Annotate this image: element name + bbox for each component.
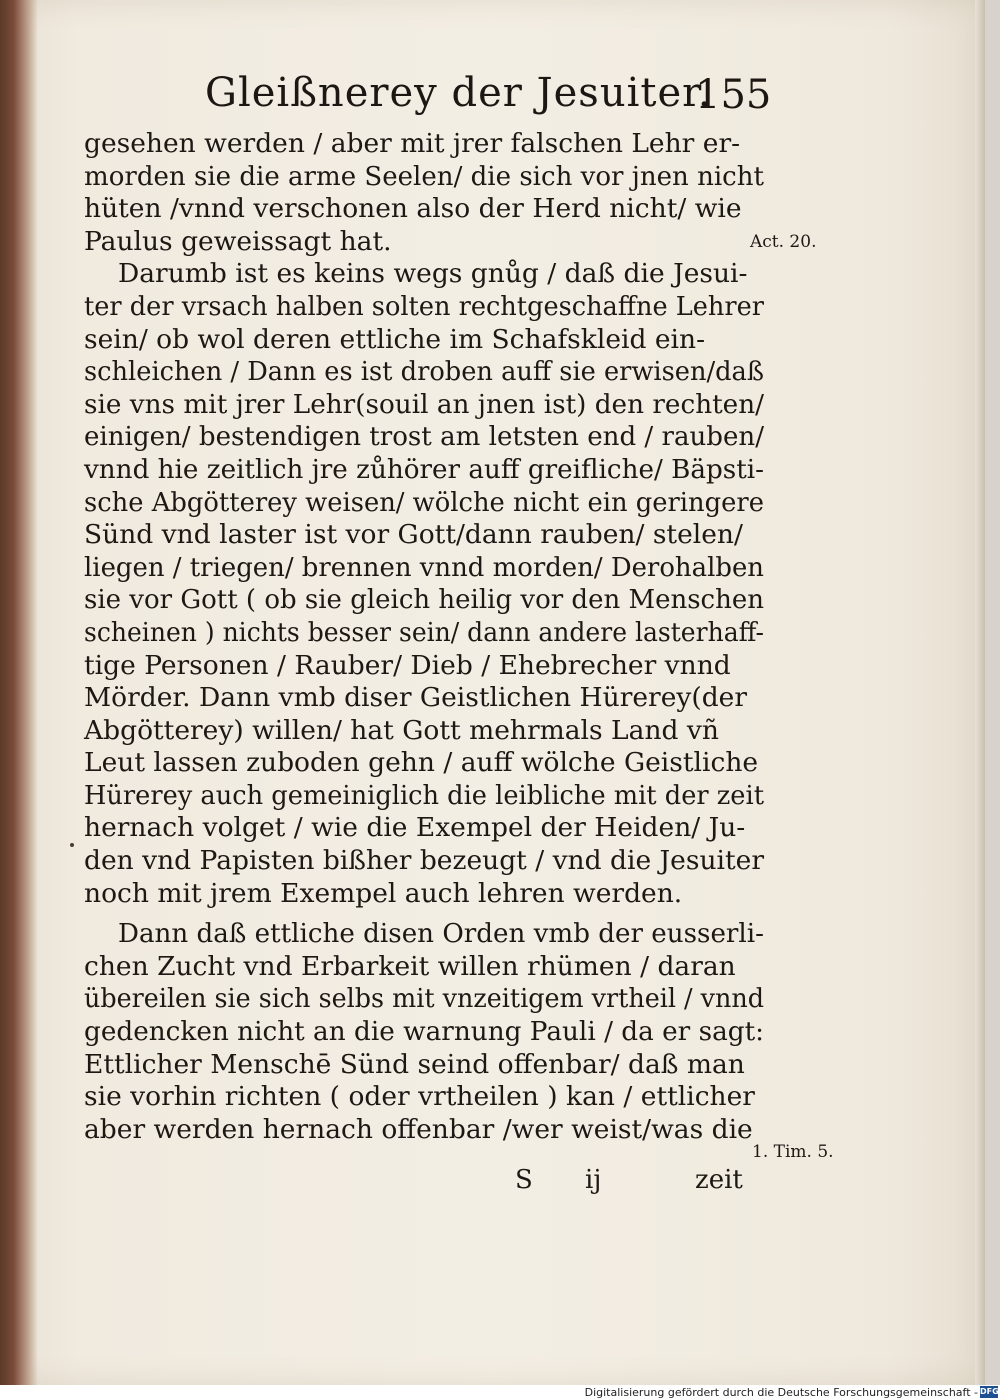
text-line: Hürerey auch gemeiniglich die leibliche mit der zeit	[84, 779, 764, 811]
text-line: Darumb ist es keins wegs gnůg / daß die Jesui-	[118, 258, 748, 290]
text-line: noch mit jrem Exempel auch lehren werden.	[84, 877, 683, 909]
text-line: hernach volget / wie die Exempel der Heiden/ Ju-	[84, 812, 746, 844]
text-line: Leut lassen zuboden gehn / auff wölche Geistliche	[84, 747, 759, 779]
book-spine	[0, 0, 38, 1385]
text-line: sie vns mit jrer Lehr(souil an jnen ist) den rechten/	[84, 388, 764, 420]
ink-mark	[70, 843, 74, 847]
text-line: den vnd Papisten bißher bezeugt / vnd die Jesuiter	[84, 845, 764, 877]
catchline	[515, 1165, 755, 1205]
text-line: Sünd vnd laster ist vor Gott/dann rauben/ stelen/	[84, 519, 743, 551]
text-line: morden sie die arme Seelen/ die sich vor jnen nicht	[84, 160, 764, 192]
margin-note-acts: Act. 20.	[750, 232, 817, 252]
text-line: hüten /vnnd verschonen also der Herd nicht/ wie	[84, 193, 742, 225]
text-line: vnnd hie zeitlich jre zůhörer auff greifliche/ Bäpsti-	[84, 453, 764, 485]
text-line: gedencken nicht an die warnung Pauli / da er sagt:	[84, 1016, 764, 1048]
margin-note-timothy: 1. Tim. 5.	[752, 1142, 834, 1162]
text-line: tige Personen / Rauber/ Dieb / Ehebrecher vnnd	[84, 649, 731, 681]
text-line: aber werden hernach offenbar /wer weist/was die	[84, 1113, 753, 1145]
text-line: Dann daß ettliche disen Orden vmb der eusserli-	[118, 918, 764, 950]
text-line: übereilen sie sich selbs mit vnzeitigem vrtheil / vnnd	[84, 983, 764, 1015]
text-line: chen Zucht vnd Erbarkeit willen rhümen / daran	[84, 950, 736, 982]
text-line: scheinen ) nichts besser sein/ dann andere lasterhaff-	[84, 616, 764, 648]
signature-number: ij	[585, 1165, 602, 1195]
text-line: sche Abgötterey weisen/ wölche nicht ein geringere	[84, 486, 764, 518]
catchword: zeit	[695, 1165, 743, 1195]
footer-credit: Digitalisierung gefördert durch die Deutsche Forschungsgemeinschaft -	[584, 1386, 978, 1399]
text-line: Mörder. Dann vmb diser Geistlichen Hürerey(der	[84, 682, 748, 714]
paragraph-gap	[84, 910, 764, 918]
text-line: liegen / triegen/ brennen vnnd morden/ Derohalben	[84, 551, 764, 583]
text-line: sein/ ob wol deren ettliche im Schafskleid ein-	[84, 323, 706, 355]
text-line: Abgötterey) willen/ hat Gott mehrmals Land vñ	[84, 714, 719, 746]
text-line: gesehen werden / aber mit jrer falschen Lehr er-	[84, 128, 741, 159]
body-text	[84, 128, 764, 1146]
page-number: 155	[695, 72, 772, 118]
text-line: Ettlicher Menschē Sünd seind offenbar/ daß man	[84, 1048, 745, 1080]
running-title: Gleißnerey der Jesuiter.	[205, 70, 712, 116]
signature-mark: S	[515, 1165, 533, 1195]
text-line: Paulus geweissagt hat.	[84, 225, 392, 257]
text-line: einigen/ bestendigen trost am letsten end / rauben/	[84, 421, 764, 453]
text-line: sie vorhin richten ( oder vrtheilen ) kan / ettlicher	[84, 1081, 755, 1113]
text-line: sie vor Gott ( ob sie gleich heilig vor den Menschen	[84, 584, 764, 616]
text-line: schleichen / Dann es ist droben auff sie erwisen/daß	[84, 356, 764, 388]
text-line: ter der vrsach halben solten rechtgeschaffne Lehrer	[84, 290, 764, 322]
page-edge	[975, 0, 985, 1385]
dfg-logo: DFG	[980, 1387, 999, 1396]
